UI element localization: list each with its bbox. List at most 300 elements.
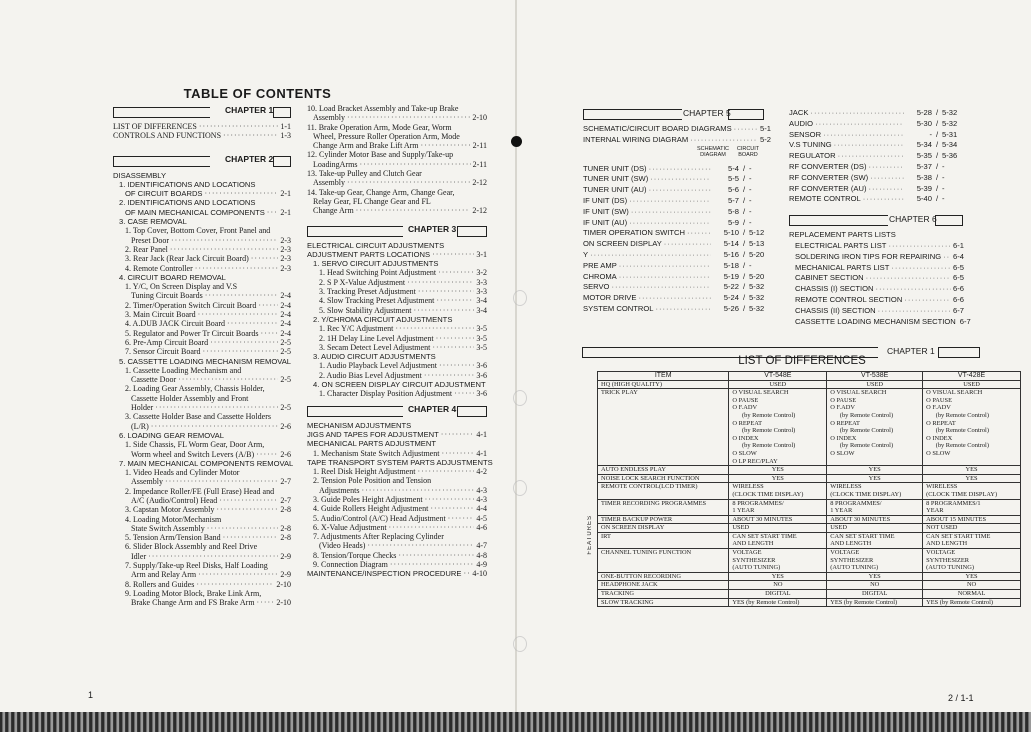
diagram-entry[interactable] [583, 261, 771, 272]
circuit-board-page: 5-20 [749, 249, 765, 259]
toc-entry[interactable] [113, 552, 291, 561]
diagram-entry[interactable] [789, 184, 964, 195]
model-value-cell: YES (by Remote Control) [923, 598, 1021, 607]
toc-entry[interactable] [113, 580, 291, 589]
leader-dots [863, 194, 904, 205]
toc-entry-page: 2-3 [280, 263, 291, 273]
toc-entry-title: JIGS AND TAPES FOR ADJUSTMENT [307, 429, 439, 439]
page-separator: / [742, 206, 746, 216]
leader-dots [178, 375, 278, 384]
toc-entry-title: 6. LOADING GEAR REMOVAL [119, 430, 224, 440]
toc-entry[interactable] [307, 371, 487, 380]
toc-entry-title: 1. SERVO CIRCUIT ADJUSTMENTS [313, 259, 439, 269]
toc-entry[interactable] [307, 352, 487, 361]
toc-entry[interactable] [113, 338, 291, 347]
diagram-entry-title: IF UNIT (AU) [583, 217, 628, 227]
leader-dots [398, 551, 474, 560]
toc-entry[interactable] [307, 504, 487, 513]
leader-dots [256, 450, 278, 459]
toc-entry-page: 2-7 [280, 495, 291, 505]
diagram-entry[interactable] [789, 173, 964, 184]
toc-entry[interactable] [113, 496, 291, 505]
toc-entry[interactable] [113, 524, 291, 533]
toc-entry-title: Assembly [131, 477, 163, 487]
toc-entry-title: 3. AUDIO CIRCUIT ADJUSTMENTS [313, 352, 436, 362]
toc-entry[interactable] [113, 273, 291, 282]
toc-entry[interactable] [307, 188, 487, 197]
leader-dots [424, 371, 474, 380]
schematic-page: 5-35 [916, 151, 932, 161]
toc-entry[interactable] [789, 252, 964, 263]
toc-entry-page: 2-8 [280, 505, 291, 515]
toc-entry[interactable] [307, 278, 487, 287]
leader-dots [361, 486, 474, 495]
diagram-entry[interactable] [583, 174, 771, 185]
diagram-entry[interactable] [789, 119, 964, 130]
toc-entry-title: ELECTRICAL PARTS LIST [795, 240, 887, 250]
leader-dots [875, 284, 951, 295]
toc-entry[interactable] [789, 241, 964, 252]
model-value-cell: YES [827, 572, 923, 581]
toc-entry[interactable] [113, 282, 291, 291]
toc-entry[interactable] [583, 135, 771, 146]
toc-entry-page: 2-3 [280, 254, 291, 264]
toc-entry[interactable] [113, 171, 291, 180]
leader-dots [664, 239, 711, 250]
toc-entry-title: SCHEMATIC/CIRCUIT BOARD DIAGRAMS [583, 124, 732, 133]
bleed-mark [513, 390, 527, 406]
leader-dots [869, 162, 905, 173]
toc-entry[interactable] [307, 495, 487, 504]
toc-entry[interactable] [113, 198, 291, 207]
leader-dots [823, 130, 904, 141]
model-value-cell: YES [729, 466, 827, 475]
toc-entry-page: 2-5 [280, 375, 291, 385]
toc-entry[interactable] [113, 217, 291, 226]
toc-entry-page: 2-5 [280, 347, 291, 357]
toc-entry[interactable] [113, 319, 291, 328]
toc-entry[interactable] [113, 122, 291, 131]
diagram-entry-title: RF CONVERTER (DS) [789, 161, 867, 171]
diagram-entry[interactable] [789, 162, 964, 173]
model-value-cell: WIRELESS (CLOCK TIME DISPLAY) [729, 483, 827, 499]
toc-entry[interactable] [307, 467, 487, 476]
leader-dots [257, 598, 275, 607]
leader-dots [432, 250, 474, 259]
toc-entry-page: 6-6 [953, 294, 964, 304]
toc-entry-title: SOLDERING IRON TIPS FOR REPAIRING [795, 251, 942, 261]
toc-entry[interactable] [307, 551, 487, 560]
schematic-page: 5-8 [728, 206, 739, 216]
toc-entry-title: CONTROLS AND FUNCTIONS [113, 131, 222, 141]
diagram-entry[interactable] [789, 130, 964, 141]
toc-entry[interactable] [307, 296, 487, 305]
toc-entry-page: 3-5 [476, 324, 487, 334]
leader-dots [448, 514, 475, 523]
features-label: FEATURES [587, 515, 593, 555]
page-separator: / [742, 217, 746, 227]
model-value-cell: YES [923, 572, 1021, 581]
schematic-page: 5-6 [728, 185, 739, 195]
toc-entry[interactable] [113, 264, 291, 273]
model-value-cell: YES [729, 572, 827, 581]
diagram-entry[interactable] [583, 304, 771, 315]
chapter-box [935, 215, 963, 226]
toc-entry[interactable] [307, 104, 487, 113]
toc-entry-page: 1-3 [280, 131, 291, 141]
toc-entry[interactable] [113, 394, 291, 403]
toc-entry[interactable] [307, 132, 487, 141]
page-separator: / [742, 174, 746, 184]
toc-entry-title: LoadingArms [313, 159, 358, 169]
leader-dots [356, 206, 471, 215]
toc-entry[interactable] [307, 380, 487, 389]
toc-entry[interactable] [113, 477, 291, 486]
toc-entry[interactable] [789, 306, 964, 317]
leader-dots [207, 524, 279, 533]
toc-entry[interactable] [113, 375, 291, 384]
toc-entry[interactable] [113, 561, 291, 570]
toc-entry-title: Brake Change Arm and FS Brake Arm [131, 598, 255, 608]
toc-entry-title: Preset Door [131, 235, 169, 245]
diagram-entry[interactable] [789, 140, 964, 151]
toc-entry[interactable] [789, 230, 964, 241]
diagram-entry[interactable] [583, 196, 771, 207]
leader-dots [631, 207, 711, 218]
toc-entry[interactable] [583, 124, 771, 135]
toc-entry[interactable] [307, 523, 487, 532]
chapter-box [457, 406, 487, 417]
chapter-bar [307, 406, 403, 417]
toc-column-1 [113, 104, 294, 608]
model-value-cell: YES [729, 474, 827, 483]
leader-dots [267, 208, 279, 217]
toc-entry[interactable] [113, 245, 291, 254]
toc-entry-page: 4-8 [476, 550, 487, 560]
toc-entry[interactable] [307, 268, 487, 277]
toc-entry[interactable] [307, 241, 487, 250]
toc-entry[interactable] [113, 440, 291, 449]
toc-entry[interactable] [307, 123, 487, 132]
toc-entry[interactable] [307, 449, 487, 458]
circuit-board-page: 5-32 [942, 118, 958, 128]
toc-entry[interactable] [113, 542, 291, 551]
toc-entry[interactable] [307, 113, 487, 122]
toc-entry[interactable] [113, 347, 291, 356]
toc-entry[interactable] [307, 178, 487, 187]
toc-entry[interactable] [307, 306, 487, 315]
toc-entry[interactable] [113, 589, 291, 598]
toc-entry[interactable] [789, 263, 964, 274]
page-separator: / [742, 271, 746, 281]
circuit-board-page: 5-34 [942, 140, 958, 150]
table-row [598, 581, 1021, 590]
model-value-cell: USED [729, 524, 827, 533]
leader-dots [866, 273, 951, 284]
diagram-entry[interactable] [583, 207, 771, 218]
toc-entry-title: 13. Take-up Pulley and Clutch Gear [307, 169, 422, 179]
table-row [598, 532, 1021, 548]
diagram-entry[interactable] [583, 228, 771, 239]
toc-entry[interactable] [307, 439, 487, 448]
leader-dots [432, 343, 474, 352]
toc-entry[interactable] [113, 422, 291, 431]
diagram-entry[interactable] [583, 293, 771, 304]
schematic-page: 5-40 [916, 194, 932, 204]
toc-entry-title: 6. X-Value Adjustment [313, 522, 387, 532]
toc-entry-title: 1. Y/C, On Screen Display and V.S [125, 282, 238, 292]
toc-entry-title: 5. Audio/Control (A/C) Head Adjustment [313, 513, 446, 523]
toc-entry[interactable] [113, 254, 291, 263]
toc-entry[interactable] [307, 532, 487, 541]
diagram-entry[interactable] [583, 218, 771, 229]
toc-entry-page: 2-12 [472, 178, 487, 188]
toc-entry[interactable] [307, 160, 487, 169]
toc-entry[interactable] [113, 180, 291, 189]
toc-entry-page: 3-1 [476, 249, 487, 259]
leader-dots [148, 552, 278, 561]
toc-entry[interactable] [307, 514, 487, 523]
schematic-page: 5-30 [916, 118, 932, 128]
toc-entry[interactable] [113, 384, 291, 393]
leader-dots [170, 245, 278, 254]
toc-entry[interactable] [113, 366, 291, 375]
feature-name-cell: ON SCREEN DISPLAY [598, 524, 729, 533]
toc-entry-title: 14. Take-up Gear, Change Arm, Change Gear, [307, 187, 455, 197]
feature-name-cell: ONE-BUTTON RECORDING [598, 572, 729, 581]
toc-entry[interactable] [789, 284, 964, 295]
toc-entry[interactable] [113, 515, 291, 524]
model-value-cell: VOLTAGE SYNTHESIZER (AUTO TUNING) [923, 549, 1021, 573]
toc-entry[interactable] [113, 450, 291, 459]
toc-entry-page: 2-7 [280, 477, 291, 487]
diagram-entry[interactable] [789, 194, 964, 205]
diagram-entry[interactable] [583, 250, 771, 261]
toc-entry[interactable] [307, 476, 487, 485]
table-row [598, 474, 1021, 483]
toc-entry-title: 2. 1H Delay Line Level Adjustment [319, 333, 434, 343]
toc-entry-page: 2-4 [280, 319, 291, 329]
toc-entry-page: 6-6 [953, 284, 964, 294]
schematic-page: 5-19 [723, 271, 739, 281]
page-number-right: 2 / 1-1 [948, 693, 974, 703]
leader-dots [421, 141, 471, 150]
leader-dots [417, 467, 474, 476]
feature-name-cell: HEADPHONE JACK [598, 581, 729, 590]
toc-entry[interactable] [307, 315, 487, 324]
feature-name-cell: TRICK PLAY [598, 389, 729, 466]
leader-dots [687, 228, 711, 239]
page-separator: / [742, 163, 746, 173]
toc-entry-title: 1. Audio Playback Level Adjustment [319, 361, 437, 371]
toc-entry[interactable] [307, 334, 487, 343]
toc-entry[interactable] [113, 131, 291, 140]
toc-entry[interactable] [113, 533, 291, 542]
toc-entry-page: 3-5 [476, 333, 487, 343]
schematic-page: 5-38 [916, 172, 932, 182]
circuit-board-page: - [942, 194, 945, 204]
toc-entry[interactable] [113, 329, 291, 338]
toc-entry[interactable] [307, 206, 487, 215]
leader-dots [438, 268, 474, 277]
diagram-entry-title: TUNER UNIT (AU) [583, 185, 647, 195]
toc-entry[interactable] [113, 291, 291, 300]
toc-entry[interactable] [307, 457, 493, 467]
diagram-entry[interactable] [583, 164, 771, 175]
leader-dots [216, 505, 278, 514]
feature-name-cell: IRT [598, 532, 729, 548]
toc-entry[interactable] [113, 431, 291, 440]
diagram-entry-title: REMOTE CONTROL [789, 194, 861, 204]
toc-entry[interactable] [307, 361, 487, 370]
toc-entry-title: 5. Slow Stability Adjustment [319, 305, 412, 315]
toc-entry[interactable] [789, 295, 964, 306]
feature-name-cell: TIMER RECORDING PROGRAMMES [598, 499, 729, 515]
toc-entry[interactable] [307, 197, 487, 206]
leader-dots [441, 430, 475, 439]
toc-entry-title: State Switch Assembly [131, 523, 205, 533]
diagram-entry-title: ON SCREEN DISPLAY [583, 239, 662, 249]
differences-table [597, 371, 1021, 607]
model-value-cell: USED [729, 380, 827, 389]
toc-entry[interactable] [113, 412, 291, 421]
page-separator: / [742, 195, 746, 205]
toc-entry[interactable] [307, 259, 487, 268]
toc-entry-page: 4-3 [476, 485, 487, 495]
toc-entry-title: 7. Supply/Take-up Reel Disks, Half Loading [125, 561, 268, 571]
toc-entry-title: Tuning Circuit Boards [131, 291, 203, 301]
toc-entry[interactable] [113, 458, 294, 468]
model-value-cell: NO [729, 581, 827, 590]
toc-entry-title: 4. A.DUB JACK Circuit Board [125, 319, 225, 329]
toc-entry[interactable] [307, 486, 487, 495]
toc-entry[interactable] [307, 287, 487, 296]
toc-entry[interactable] [307, 421, 487, 430]
model-value-cell: YES (by Remote Control) [729, 598, 827, 607]
toc-entry[interactable] [113, 208, 291, 217]
toc-entry-page: 4-1 [476, 429, 487, 439]
toc-entry[interactable] [113, 236, 291, 245]
toc-entry-title: DISASSEMBLY [113, 170, 167, 180]
toc-entry-title: MECHANICAL PARTS ADJUSTMENT [307, 439, 436, 449]
toc-entry[interactable] [307, 569, 487, 578]
toc-entry-page: 2-4 [280, 310, 291, 320]
toc-entry[interactable] [113, 189, 291, 198]
toc-entry[interactable] [307, 430, 487, 439]
toc-entry-page: 3-6 [476, 361, 487, 371]
diagram-entry[interactable] [789, 108, 964, 119]
model-value-cell: NOT USED [923, 524, 1021, 533]
toc-entry[interactable] [307, 343, 487, 352]
toc-entry-title: 9. Connection Diagram [313, 560, 388, 570]
diagram-entry-title: PRE AMP [583, 260, 617, 270]
diagram-entry-title: SYSTEM CONTROL [583, 303, 654, 313]
toc-entry-title: 2. Loading Gear Assembly, Chassis Holder, [125, 384, 265, 394]
diagram-entry[interactable] [583, 272, 771, 283]
header-line: SCHEMATIC [697, 145, 729, 152]
toc-entry[interactable] [307, 141, 487, 150]
toc-entry[interactable] [113, 226, 291, 235]
diagram-entry-title: TUNER UNIT (SW) [583, 174, 649, 184]
toc-entry-title: Arm and Relay Arm [131, 570, 197, 580]
toc-entry-title: 2. Tension Pole Position and Tension [313, 476, 432, 486]
circuit-board-page: 5-13 [749, 239, 765, 249]
circuit-board-page: - [942, 161, 945, 171]
toc-entry[interactable] [113, 357, 291, 366]
diagram-entry[interactable] [583, 239, 771, 250]
toc-entry-title: 3. Secam Detect Level Adjustment [319, 342, 431, 352]
toc-entry-title: OF CIRCUIT BOARDS [125, 189, 203, 199]
toc-entry-page: 3-6 [476, 389, 487, 399]
toc-entry-page: 5-1 [760, 124, 771, 133]
toc-entry[interactable] [113, 505, 291, 514]
page-separator: / [742, 260, 746, 270]
chapter-label: CHAPTER 1 [887, 346, 935, 356]
leader-dots [199, 122, 278, 131]
toc-entry-page: 6-1 [953, 240, 964, 250]
diagram-entry[interactable] [583, 282, 771, 293]
toc-entry[interactable] [307, 169, 487, 178]
toc-entry[interactable] [307, 250, 487, 259]
leader-dots [347, 178, 470, 187]
toc-entry-title: 11. Brake Operation Arm, Mode Gear, Worm [307, 122, 452, 132]
toc-entry[interactable] [789, 316, 971, 328]
toc-entry-page: 4-2 [476, 467, 487, 477]
model-value-cell: 8 PROGRAMMES/ 1 YEAR [827, 499, 923, 515]
toc-entry-title: MAINTENANCE/INSPECTION PROCEDURE [307, 569, 462, 579]
leader-dots [227, 319, 278, 328]
toc-entry[interactable] [307, 541, 487, 550]
toc-entry-title: REPLACEMENT PARTS LISTS [789, 230, 896, 240]
toc-entry[interactable] [113, 310, 291, 319]
toc-entry[interactable] [789, 273, 964, 284]
bleed-mark [513, 290, 527, 306]
toc-entry-title: MECHANISM ADJUSTMENTS [307, 420, 412, 430]
schematic-page: 5-26 [723, 303, 739, 313]
toc-entry[interactable] [307, 560, 487, 569]
leader-dots [454, 389, 474, 398]
toc-entry[interactable] [307, 389, 487, 398]
toc-entry-title: Assembly [313, 113, 345, 123]
toc-entry-title: INTERNAL WIRING DIAGRAM [583, 134, 689, 144]
toc-entry[interactable] [307, 324, 487, 333]
diagram-entry[interactable] [583, 185, 771, 196]
leader-dots [888, 241, 951, 252]
toc-entry[interactable] [113, 468, 291, 477]
diagram-entry-title: V.S TUNING [789, 140, 832, 150]
toc-entry[interactable] [307, 150, 487, 159]
table-row [598, 524, 1021, 533]
toc-entry[interactable] [113, 403, 291, 412]
feature-name-cell: CHANNEL TUNING FUNCTION [598, 549, 729, 573]
toc-entry-title: ELECTRICAL CIRCUIT ADJUSTMENTS [307, 240, 445, 250]
toc-entry[interactable] [113, 301, 291, 310]
toc-entry-title: 6. Slider Block Assembly and Reel Drive [125, 542, 258, 552]
toc-entry-title: 5. CASSETTE LOADING MECHANISM REMOVAL [119, 356, 292, 366]
toc-entry[interactable] [113, 487, 291, 496]
toc-entry[interactable] [113, 598, 291, 607]
chapter-5-heading [583, 108, 771, 120]
leader-dots [943, 252, 951, 263]
diagram-entry[interactable] [789, 151, 964, 162]
page-separator: / [742, 249, 746, 259]
toc-entry-title: 5. Tension Arm/Tension Band [125, 533, 221, 543]
leader-dots [629, 218, 711, 229]
toc-entry[interactable] [113, 570, 291, 579]
toc-entry-title: Cassette Door [131, 375, 177, 385]
leader-dots [463, 569, 470, 578]
table-row [598, 515, 1021, 524]
